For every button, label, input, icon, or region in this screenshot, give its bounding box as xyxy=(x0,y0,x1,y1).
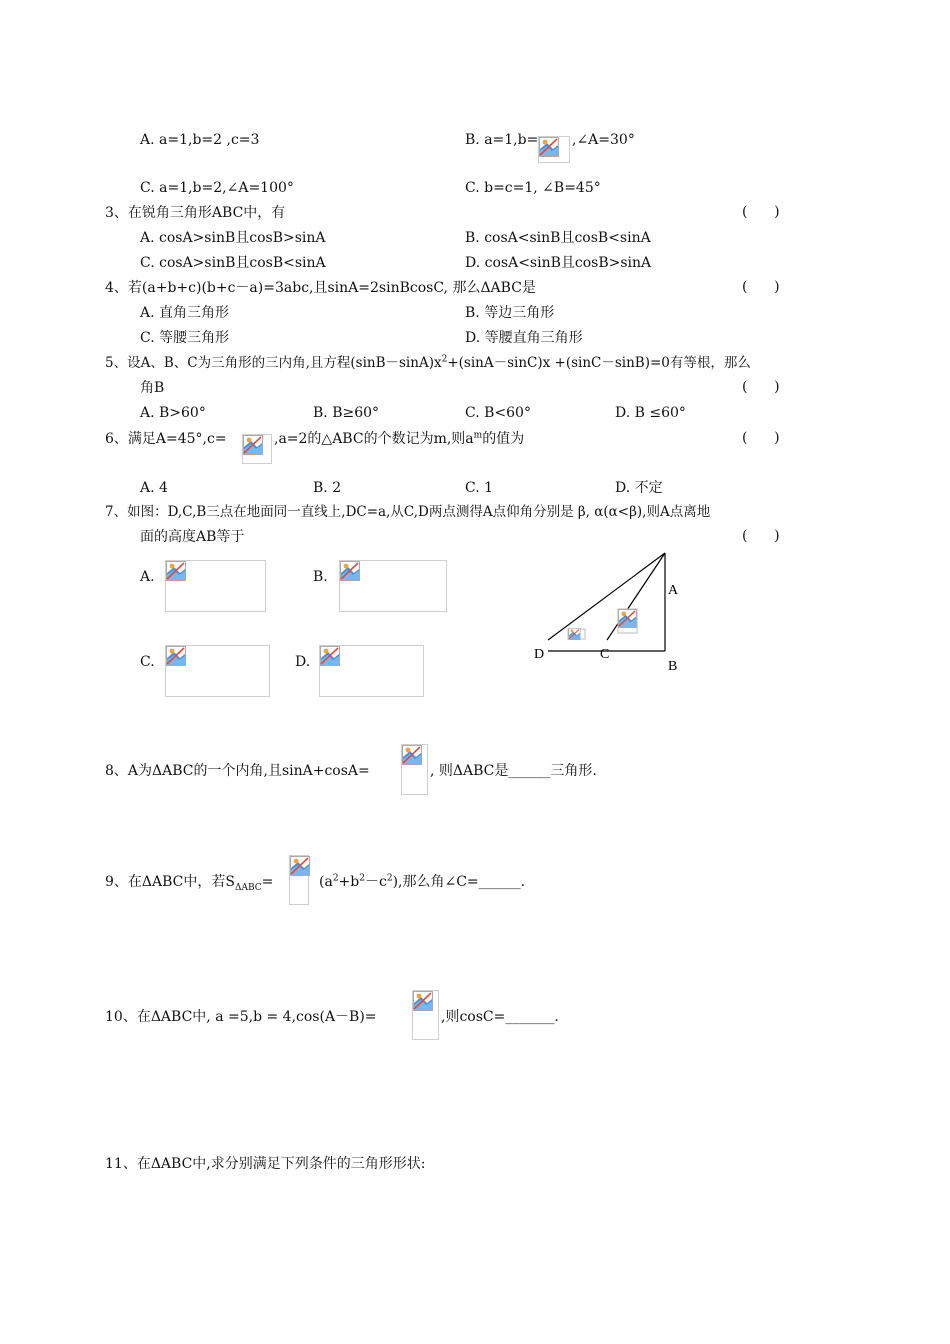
q4-option-a: A. 直角三角形 xyxy=(140,305,230,321)
q7-stem: 7、如图：D,C,B三点在地面同一直线上,DC=a,从C,D两点测得A点仰角分别是 β, α(α<β),则A点离地 xyxy=(105,504,711,520)
q3-stem: 3、在锐角三角形ABC中，有 xyxy=(105,205,286,221)
q11-stem: 11、在ΔABC中,求分别满足下列条件的三角形形状: xyxy=(105,1156,426,1172)
sight-line-da xyxy=(548,553,665,640)
q3-option-a: A. cosA>sinB且cosB>sinA xyxy=(140,230,326,246)
broken-image-icon xyxy=(320,646,340,666)
q9-stem-part1: 9、在ΔABC中，若$S_{\Delta ABC}=$ xyxy=(105,874,274,893)
q7-option-b-label: B. xyxy=(313,569,328,585)
q5-stem-line2: 角B xyxy=(140,380,165,396)
q7-option-c-image xyxy=(165,645,270,697)
angle-beta-image xyxy=(618,609,637,633)
q4-option-b: B. 等边三角形 xyxy=(465,305,555,321)
q4-option-c: C. 等腰三角形 xyxy=(140,330,230,346)
q6-stem-part1: 6、满足A=45°,c= xyxy=(105,431,227,447)
q10-stem-part2: ,则cosC=_______. xyxy=(441,1009,559,1025)
broken-image-icon xyxy=(539,137,559,157)
broken-image-icon xyxy=(340,561,360,581)
q3-option-c: C. cosA>sinB且cosB<sinA xyxy=(140,255,326,271)
broken-image-icon xyxy=(402,745,422,765)
broken-image-icon xyxy=(243,435,263,455)
q3-option-b: B. cosA<sinB且cosB<sinA xyxy=(465,230,651,246)
q6-option-a: A. 4 xyxy=(140,480,168,496)
q2-option-c: C. a=1,b=2,∠A=100° xyxy=(140,180,294,196)
q3-option-d: D. cosA<sinB且cosB>sinA xyxy=(465,255,652,271)
q7-triangle-figure xyxy=(520,545,700,680)
q6-option-c: C. 1 xyxy=(465,480,494,496)
q5-stem: 5、设A、B、C为三角形的三内角,且方程$(\sin B-\sin A)x^2+(\sin A-\sin C)x +(\sin C-\sin B)=0$有等根，那么 xyxy=(105,354,751,371)
q6-option-b: B. 2 xyxy=(313,480,342,496)
q8-stem-part2: , 则ΔABC是______三角形. xyxy=(430,763,597,779)
q4-option-d: D. 等腰直角三角形 xyxy=(465,330,583,346)
q2-option-d: C. b=c=1, ∠B=45° xyxy=(465,180,601,196)
q5-option-a: A. B>60° xyxy=(140,405,206,421)
q7-option-c-label: C. xyxy=(140,654,155,670)
formula-image-sinA-cosA xyxy=(401,744,428,795)
formula-image-c-value xyxy=(242,434,272,464)
broken-image-icon xyxy=(166,646,186,666)
formula-image-b-value xyxy=(538,136,570,163)
q7-option-d-image xyxy=(319,645,424,697)
q10-stem-part1: 10、在ΔABC中, a =5,b = 4,cos(A－B)= xyxy=(105,1009,377,1025)
q2-option-b-suffix: ,∠A=30° xyxy=(572,132,635,148)
q6-answer-bracket: ( ) xyxy=(742,430,780,446)
label-point-b: B xyxy=(668,659,678,674)
q7-option-b-image xyxy=(339,560,447,612)
q5-answer-bracket: ( ) xyxy=(742,379,780,395)
q2-option-b-prefix: B. a=1,b= xyxy=(465,132,539,148)
q7-stem-line2: 面的高度AB等于 xyxy=(140,529,245,545)
q4-stem: 4、若(a+b+c)(b+c－a)=3abc,且sinA=2sinBcosC, 那么ΔABC是 xyxy=(105,280,536,296)
q8-stem-part1: 8、A为ΔABC的一个内角,且sinA+cosA= xyxy=(105,763,370,779)
q5-option-b: B. B≥60° xyxy=(313,405,380,421)
q7-option-a-image xyxy=(165,560,266,612)
broken-image-icon xyxy=(413,991,433,1011)
broken-image-icon xyxy=(166,561,186,581)
q5-option-c: C. B<60° xyxy=(465,405,531,421)
q6-option-d: D. 不定 xyxy=(615,480,663,496)
q9-stem-part2: $(a^2+b^2-c^2)$,那么角∠C=______. xyxy=(319,873,526,890)
label-point-a: A xyxy=(668,583,679,598)
q7-option-a-label: A. xyxy=(140,569,155,585)
q7-answer-bracket: ( ) xyxy=(742,528,780,544)
label-point-c: C xyxy=(600,647,610,662)
label-point-d: D xyxy=(534,647,545,662)
q4-answer-bracket: ( ) xyxy=(742,279,780,295)
formula-image-area-coefficient xyxy=(289,855,309,905)
broken-image-icon xyxy=(290,856,310,876)
q3-answer-bracket: ( ) xyxy=(742,204,780,220)
formula-image-cos-a-minus-b xyxy=(412,990,439,1040)
q6-stem-part2: ,a=2的△ABC的个数记为m,则$a^m$的值为 xyxy=(274,430,525,447)
q5-option-d: D. B ≤60° xyxy=(615,405,686,421)
q7-option-d-label: D. xyxy=(295,654,311,670)
q2-option-a: A. a=1,b=2 ,c=3 xyxy=(140,132,260,148)
angle-alpha-image xyxy=(568,628,585,639)
